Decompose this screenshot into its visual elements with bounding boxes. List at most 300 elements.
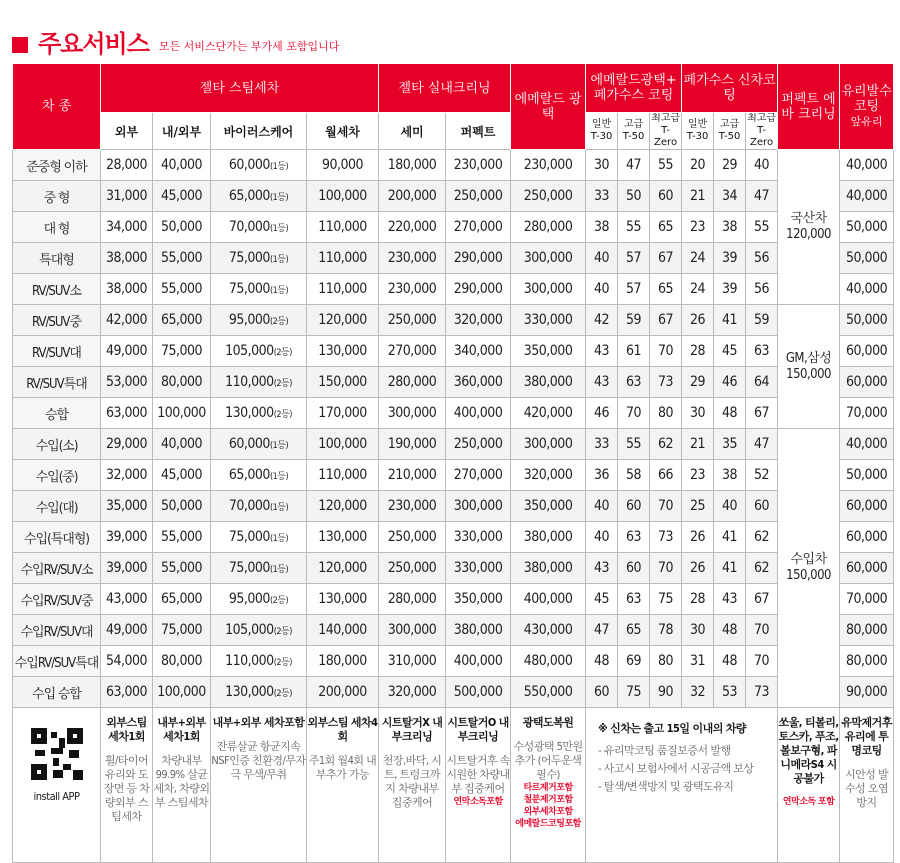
coating-price-1: 70 — [618, 398, 650, 429]
price-io: 40,000 — [153, 150, 211, 181]
coating-price-1: 63 — [618, 584, 650, 615]
note-new-car — [586, 708, 778, 863]
price-io: 55,000 — [153, 243, 211, 274]
perfect-eva-label: 국산차 — [790, 211, 827, 226]
price-emerald: 250,000 — [511, 181, 586, 212]
coating-price-4: 41 — [714, 305, 746, 336]
virus-value: 60,000 — [228, 157, 270, 173]
price-ext: 32,000 — [101, 460, 153, 491]
header-interior: 젤타 실내크리닝 — [379, 64, 511, 113]
price-virus — [211, 336, 307, 367]
coating-price-3: 24 — [682, 243, 714, 274]
price-virus — [211, 398, 307, 429]
note-io — [153, 708, 211, 863]
coating-price-5: 67 — [746, 398, 778, 429]
virus-grade: (1등) — [269, 534, 289, 544]
price-glass: 60,000 — [840, 553, 894, 584]
note-body: 시안성 발수성 오염방지 — [844, 768, 889, 809]
price-emerald: 420,000 — [511, 398, 586, 429]
virus-value: 65,000 — [228, 188, 270, 204]
price-emerald: 380,000 — [511, 522, 586, 553]
virus-value: 110,000 — [225, 374, 274, 390]
price-io: 50,000 — [153, 212, 211, 243]
price-perfect: 400,000 — [446, 398, 511, 429]
price-monthly: 200,000 — [307, 677, 379, 708]
coating-price-3: 21 — [682, 181, 714, 212]
price-virus — [211, 367, 307, 398]
coating-price-0: 40 — [586, 522, 618, 553]
coating-grade: 일반 — [591, 119, 612, 130]
coating-price-1: 55 — [618, 429, 650, 460]
coating-price-3: 26 — [682, 522, 714, 553]
coating-price-5: 40 — [746, 150, 778, 181]
car-type: 수입RV/SUV특대 — [13, 646, 101, 677]
car-type: 승합 — [13, 398, 101, 429]
coating-price-2: 78 — [650, 615, 682, 646]
price-glass: 60,000 — [840, 336, 894, 367]
table-row — [13, 181, 894, 212]
note-highlight: 에메랄드코팅포함 — [515, 819, 581, 829]
price-monthly: 90,000 — [307, 150, 379, 181]
coating-price-2: 67 — [650, 243, 682, 274]
virus-value: 75,000 — [228, 560, 270, 576]
price-io: 55,000 — [153, 553, 211, 584]
table-row — [13, 553, 894, 584]
price-virus — [211, 460, 307, 491]
price-glass: 50,000 — [840, 460, 894, 491]
price-semi: 230,000 — [379, 491, 446, 522]
coating-price-3: 28 — [682, 336, 714, 367]
price-glass: 70,000 — [840, 398, 894, 429]
coating-price-3: 23 — [682, 212, 714, 243]
price-io: 45,000 — [153, 460, 211, 491]
coating-price-3: 28 — [682, 584, 714, 615]
price-glass: 70,000 — [840, 584, 894, 615]
perfect-eva-domestic — [778, 150, 840, 305]
price-glass: 40,000 — [840, 150, 894, 181]
price-perfect: 330,000 — [446, 522, 511, 553]
price-ext: 42,000 — [101, 305, 153, 336]
coating-price-4: 45 — [714, 336, 746, 367]
note-title: 시트탈거X 내부크리닝 — [381, 716, 443, 743]
subheader-coating-4 — [714, 113, 746, 150]
table-row — [13, 336, 894, 367]
note-body: 차량내부 99.9% 살균세차, 차량외부 스팀세차 — [153, 754, 210, 809]
subheader-coating-1 — [618, 113, 650, 150]
note-body: 휠/타이어 유리와 도장면 등 차량외부 스팀세차 — [103, 754, 150, 823]
perfect-eva-price: 120,000 — [786, 227, 831, 242]
perfect-eva-gm — [778, 305, 840, 429]
coating-price-5: 55 — [746, 212, 778, 243]
note-body: 천장,바닥, 시트, 트렁크까지 차량내부 집중케어 — [382, 754, 442, 809]
coating-price-2: 80 — [650, 398, 682, 429]
price-emerald: 280,000 — [511, 212, 586, 243]
qr-cell — [13, 708, 101, 863]
coating-price-2: 90 — [650, 677, 682, 708]
price-perfect: 400,000 — [446, 646, 511, 677]
table-row — [13, 274, 894, 305]
header-car: 차 종 — [13, 64, 101, 150]
price-ext: 28,000 — [101, 150, 153, 181]
coating-price-0: 30 — [586, 150, 618, 181]
price-virus — [211, 553, 307, 584]
price-table — [12, 63, 894, 863]
note-highlight: 타르제거포함 — [523, 783, 573, 793]
virus-grade: (2등) — [273, 410, 292, 420]
price-io: 75,000 — [153, 615, 211, 646]
coating-grade: 최고급 — [747, 113, 777, 124]
subheader-interior-1: 퍼펙트 — [446, 113, 511, 150]
coating-price-3: 20 — [682, 150, 714, 181]
price-emerald: 300,000 — [511, 243, 586, 274]
table-row — [13, 677, 894, 708]
virus-grade: (2등) — [273, 379, 292, 389]
subheader-steam-1: 내/외부 — [153, 113, 211, 150]
price-virus — [211, 615, 307, 646]
coating-price-1: 57 — [618, 243, 650, 274]
coating-price-1: 69 — [618, 646, 650, 677]
coating-price-5: 70 — [746, 646, 778, 677]
price-io: 80,000 — [153, 367, 211, 398]
price-perfect: 330,000 — [446, 553, 511, 584]
coating-price-5: 56 — [746, 274, 778, 305]
price-ext: 49,000 — [101, 336, 153, 367]
page-subtitle: 모든 서비스단가는 부가세 포함입니다 — [158, 40, 340, 53]
price-virus — [211, 677, 307, 708]
table-row — [13, 615, 894, 646]
note-line: - 탈색/변색방지 및 광택도유지 — [598, 780, 734, 793]
coating-price-4: 41 — [714, 522, 746, 553]
coating-price-4: 48 — [714, 398, 746, 429]
price-ext: 35,000 — [101, 491, 153, 522]
coating-price-5: 52 — [746, 460, 778, 491]
coating-price-4: 40 — [714, 491, 746, 522]
price-ext: 38,000 — [101, 243, 153, 274]
coating-price-5: 47 — [746, 181, 778, 212]
coating-price-1: 55 — [618, 212, 650, 243]
coating-price-2: 67 — [650, 305, 682, 336]
coating-price-0: 43 — [586, 553, 618, 584]
note-semi — [379, 708, 446, 863]
price-perfect: 230,000 — [446, 150, 511, 181]
price-monthly: 100,000 — [307, 181, 379, 212]
car-type: 중 형 — [13, 181, 101, 212]
install-app-label: install APP — [33, 790, 80, 803]
coating-price-5: 47 — [746, 429, 778, 460]
coating-price-2: 65 — [650, 274, 682, 305]
coating-price-0: 40 — [586, 274, 618, 305]
note-highlight: 연막소독포함 — [453, 797, 503, 807]
coating-price-1: 65 — [618, 615, 650, 646]
price-semi: 230,000 — [379, 274, 446, 305]
price-virus — [211, 491, 307, 522]
price-monthly: 110,000 — [307, 243, 379, 274]
coating-price-3: 24 — [682, 274, 714, 305]
note-glass — [840, 708, 894, 863]
coating-price-0: 48 — [586, 646, 618, 677]
coating-price-2: 55 — [650, 150, 682, 181]
note-highlight: 철분제거포함 — [523, 795, 573, 805]
virus-value: 60,000 — [228, 436, 270, 452]
coating-price-2: 75 — [650, 584, 682, 615]
coating-price-0: 40 — [586, 491, 618, 522]
header-glass: 유리발수 코팅 앞유리 — [840, 64, 894, 150]
coating-price-1: 63 — [618, 522, 650, 553]
coating-price-3: 32 — [682, 677, 714, 708]
virus-grade: (2등) — [273, 689, 292, 699]
coating-price-0: 46 — [586, 398, 618, 429]
coating-price-1: 63 — [618, 367, 650, 398]
price-glass: 90,000 — [840, 677, 894, 708]
virus-value: 95,000 — [228, 591, 270, 607]
coating-price-3: 25 — [682, 491, 714, 522]
price-io: 50,000 — [153, 491, 211, 522]
price-emerald: 480,000 — [511, 646, 586, 677]
price-monthly: 130,000 — [307, 584, 379, 615]
virus-value: 75,000 — [228, 281, 270, 297]
price-perfect: 290,000 — [446, 274, 511, 305]
price-semi: 270,000 — [379, 336, 446, 367]
coating-price-3: 26 — [682, 305, 714, 336]
table-row — [13, 646, 894, 677]
price-semi: 250,000 — [379, 305, 446, 336]
coating-price-2: 65 — [650, 212, 682, 243]
price-monthly: 110,000 — [307, 212, 379, 243]
car-type: 수입RV/SUV중 — [13, 584, 101, 615]
table-row — [13, 212, 894, 243]
car-type: 특대형 — [13, 243, 101, 274]
header-emerald-coating: 에메랄드광택+ 페가수스 코팅 — [586, 64, 682, 113]
coating-price-4: 39 — [714, 274, 746, 305]
price-emerald: 350,000 — [511, 491, 586, 522]
price-semi: 220,000 — [379, 212, 446, 243]
coating-price-1: 61 — [618, 336, 650, 367]
coating-price-4: 38 — [714, 212, 746, 243]
price-semi: 250,000 — [379, 522, 446, 553]
coating-price-1: 60 — [618, 491, 650, 522]
virus-grade: (2등) — [273, 348, 292, 358]
price-monthly: 120,000 — [307, 305, 379, 336]
subheader-coating-2 — [650, 113, 682, 150]
virus-value: 75,000 — [228, 250, 270, 266]
coating-price-3: 30 — [682, 615, 714, 646]
virus-value: 105,000 — [225, 622, 274, 638]
header-perfect-eva: 퍼펙트 에바 크리닝 — [778, 64, 840, 150]
coating-price-2: 70 — [650, 336, 682, 367]
virus-value: 65,000 — [228, 467, 270, 483]
coating-price-4: 41 — [714, 553, 746, 584]
coating-grade: 최고급 — [651, 113, 681, 124]
table-row — [13, 367, 894, 398]
price-ext: 29,000 — [101, 429, 153, 460]
coating-price-2: 73 — [650, 367, 682, 398]
price-io: 80,000 — [153, 646, 211, 677]
coating-code: T-50 — [622, 131, 645, 142]
price-io: 100,000 — [153, 398, 211, 429]
subheader-coating-0 — [586, 113, 618, 150]
price-emerald: 330,000 — [511, 305, 586, 336]
page-title: 주요서비스 — [38, 30, 149, 58]
price-monthly: 130,000 — [307, 336, 379, 367]
price-glass: 60,000 — [840, 522, 894, 553]
note-perfect-eva — [778, 708, 840, 863]
coating-price-5: 64 — [746, 367, 778, 398]
coating-price-2: 80 — [650, 646, 682, 677]
note-title: 외부스팀 세차1회 — [106, 716, 147, 743]
table-row — [13, 522, 894, 553]
coating-price-3: 31 — [682, 646, 714, 677]
note-virus — [211, 708, 307, 863]
subheader-coating-3 — [682, 113, 714, 150]
coating-price-2: 60 — [650, 181, 682, 212]
price-semi: 190,000 — [379, 429, 446, 460]
price-ext: 38,000 — [101, 274, 153, 305]
coating-price-5: 67 — [746, 584, 778, 615]
virus-value: 75,000 — [228, 529, 270, 545]
table-row — [13, 460, 894, 491]
price-monthly: 150,000 — [307, 367, 379, 398]
header-steam: 젤타 스팀세차 — [101, 64, 379, 113]
price-emerald: 350,000 — [511, 336, 586, 367]
price-emerald: 550,000 — [511, 677, 586, 708]
title-square-icon — [12, 37, 28, 53]
coating-price-0: 36 — [586, 460, 618, 491]
perfect-eva-label: GM,삼성 — [785, 350, 832, 366]
coating-price-0: 33 — [586, 429, 618, 460]
coating-grade: 일반 — [687, 119, 708, 130]
price-emerald: 380,000 — [511, 367, 586, 398]
coating-price-3: 23 — [682, 460, 714, 491]
table-row — [13, 243, 894, 274]
perfect-eva-price: 150,000 — [786, 568, 831, 583]
virus-value: 70,000 — [228, 498, 270, 514]
subheader-coating-5 — [746, 113, 778, 150]
price-emerald: 320,000 — [511, 460, 586, 491]
note-line: - 유리막코팅 품질보증서 발행 — [598, 744, 731, 757]
price-semi: 320,000 — [379, 677, 446, 708]
car-type: 수입(중) — [13, 460, 101, 491]
coating-price-5: 62 — [746, 553, 778, 584]
price-semi: 180,000 — [379, 150, 446, 181]
virus-grade: (1등) — [269, 472, 289, 482]
price-glass: 40,000 — [840, 429, 894, 460]
virus-grade: (1등) — [269, 193, 289, 203]
price-ext: 39,000 — [101, 522, 153, 553]
coating-price-4: 38 — [714, 460, 746, 491]
price-virus — [211, 646, 307, 677]
note-title: 내부+외부 세차포함 — [212, 716, 305, 729]
coating-code: T-30 — [590, 131, 613, 142]
price-perfect: 350,000 — [446, 584, 511, 615]
price-glass: 40,000 — [840, 274, 894, 305]
coating-price-2: 66 — [650, 460, 682, 491]
note-title: 내부+외부 세차1회 — [157, 716, 206, 743]
price-ext: 43,000 — [101, 584, 153, 615]
virus-grade: (1등) — [269, 565, 289, 575]
price-virus — [211, 243, 307, 274]
price-emerald: 400,000 — [511, 584, 586, 615]
coating-price-5: 63 — [746, 336, 778, 367]
price-virus — [211, 429, 307, 460]
virus-grade: (2등) — [269, 596, 289, 606]
virus-value: 110,000 — [225, 653, 274, 669]
note-title: 광택도복원 — [522, 716, 574, 729]
price-semi: 200,000 — [379, 181, 446, 212]
coating-price-4: 48 — [714, 646, 746, 677]
subheader-steam-3: 월세차 — [307, 113, 379, 150]
price-emerald: 230,000 — [511, 150, 586, 181]
note-title: 외부스팀 세차4회 — [307, 716, 378, 743]
subheader-interior-0: 세미 — [379, 113, 446, 150]
price-emerald: 430,000 — [511, 615, 586, 646]
price-ext: 49,000 — [101, 615, 153, 646]
price-emerald: 380,000 — [511, 553, 586, 584]
virus-grade: (1등) — [269, 286, 289, 296]
header-emerald: 에메랄드 광택 — [511, 64, 586, 150]
price-emerald: 300,000 — [511, 429, 586, 460]
price-io: 55,000 — [153, 522, 211, 553]
price-semi: 310,000 — [379, 646, 446, 677]
note-title: 쏘울, 티볼리, 토스카, 푸조, 볼보구형, 파니메라S4 시공불가 — [778, 716, 839, 785]
price-semi: 250,000 — [379, 553, 446, 584]
coating-price-4: 53 — [714, 677, 746, 708]
coating-price-3: 30 — [682, 398, 714, 429]
coating-price-0: 43 — [586, 336, 618, 367]
virus-value: 95,000 — [228, 312, 270, 328]
price-ext: 63,000 — [101, 677, 153, 708]
price-semi: 300,000 — [379, 398, 446, 429]
subheader-steam-2: 바이러스케어 — [211, 113, 307, 150]
car-type: RV/SUV중 — [13, 305, 101, 336]
coating-price-3: 21 — [682, 429, 714, 460]
price-ext: 53,000 — [101, 367, 153, 398]
coating-price-4: 43 — [714, 584, 746, 615]
coating-price-4: 48 — [714, 615, 746, 646]
perfect-eva-label: 수입차 — [790, 552, 827, 567]
note-title: 시트탈거O 내부크리닝 — [447, 716, 509, 743]
note-body: 잔류살균 항균지속 NSF인증 친환경/무자극 무색/무취 — [211, 740, 306, 781]
price-glass: 50,000 — [840, 305, 894, 336]
table-row — [13, 491, 894, 522]
note-highlight: 연막소독 포함 — [782, 797, 835, 807]
notes-row — [13, 708, 894, 863]
coating-price-0: 38 — [586, 212, 618, 243]
coating-price-4: 35 — [714, 429, 746, 460]
price-virus — [211, 150, 307, 181]
price-glass: 50,000 — [840, 243, 894, 274]
price-perfect: 320,000 — [446, 305, 511, 336]
coating-price-1: 47 — [618, 150, 650, 181]
car-type: 대 형 — [13, 212, 101, 243]
coating-price-5: 62 — [746, 522, 778, 553]
price-monthly: 120,000 — [307, 553, 379, 584]
car-type: 수입 승합 — [13, 677, 101, 708]
title-bar — [12, 30, 339, 58]
virus-grade: (1등) — [269, 255, 289, 265]
virus-grade: (1등) — [269, 503, 289, 513]
coating-price-2: 62 — [650, 429, 682, 460]
price-monthly: 110,000 — [307, 274, 379, 305]
price-perfect: 500,000 — [446, 677, 511, 708]
note-highlight: 외부세차포함 — [523, 807, 573, 817]
price-semi: 300,000 — [379, 615, 446, 646]
coating-price-4: 39 — [714, 243, 746, 274]
note-emerald — [511, 708, 586, 863]
perfect-eva-price: 150,000 — [786, 366, 831, 382]
price-io: 65,000 — [153, 584, 211, 615]
price-perfect: 250,000 — [446, 181, 511, 212]
coating-price-3: 29 — [682, 367, 714, 398]
